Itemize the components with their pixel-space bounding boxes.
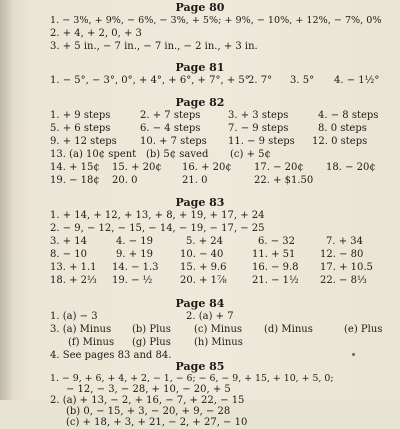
page-82-cell: 1. + 9 steps xyxy=(50,110,111,121)
page-83-cell: 7. + 34 xyxy=(326,236,364,247)
page-82-cell: 8. 0 steps xyxy=(318,123,367,134)
page-81-answer-2: 2. 7° xyxy=(248,75,273,86)
page-82-cell: 7. − 9 steps xyxy=(228,123,289,134)
page-82-cell: 20. 0 xyxy=(112,175,138,186)
page-82-cell: 10. + 7 steps xyxy=(140,136,207,147)
page-85-answer-1-cont: − 12, − 3, − 28, + 10, − 20, + 5 xyxy=(66,384,231,395)
page-84-heading: Page 84 xyxy=(175,297,225,310)
page-82-cell: 11. − 9 steps xyxy=(228,136,295,147)
page-82-cell: (c) + 5¢ xyxy=(230,149,271,160)
page-83-cell: 20. + 1⅞ xyxy=(180,275,227,286)
page-82-cell: 16. + 20¢ xyxy=(182,162,232,173)
page-82-cell: 22. + $1.50 xyxy=(254,175,314,186)
page-83-cell: 17. + 10.5 xyxy=(320,262,373,273)
page-83-cell: 18. + 2⅓ xyxy=(50,275,97,286)
page-83-cell: 19. − ½ xyxy=(112,275,153,286)
page-81-answer-1: 1. − 5°, − 3°, 0°, + 4°, + 6°, + 7°, + 5° xyxy=(50,75,250,86)
page-84-answer-1: 1. (a) − 3 xyxy=(50,311,98,322)
page-83-cell: 14. − 1.3 xyxy=(112,262,159,273)
page-83-cell: 22. − 8⅓ xyxy=(320,275,367,286)
page-80-answer-1: 1. − 3%, + 9%, − 6%, − 3%, + 5%; + 9%, − 10%, + 12%, − 7%, 0% xyxy=(50,15,382,26)
page-84-answer-3g: (g) Plus xyxy=(132,337,171,348)
page-80-answer-3: 3. + 5 in., − 7 in., − 7 in., − 2 in., + 3 in. xyxy=(50,41,258,52)
page-85-answer-2b: (b) 0, − 15, + 3, − 20, + 9, − 28 xyxy=(66,406,231,417)
page-84-answer-3e: (e) Plus xyxy=(344,324,383,335)
page-84-answer-3h: (h) Minus xyxy=(194,337,243,348)
page-84-answer-3a: 3. (a) Minus xyxy=(50,324,112,335)
page-83-cell: 15. + 9.6 xyxy=(180,262,227,273)
page-80-heading: Page 80 xyxy=(175,1,225,14)
page-83-cell: 9. + 19 xyxy=(116,249,154,260)
page-85-answer-1: 1. − 9, + 6, + 4, + 2, − 1, − 6; − 6, − 9, + 15, + 10, + 5, 0; xyxy=(50,373,334,384)
page-82-cell: 15. + 20¢ xyxy=(112,162,162,173)
page-82-cell: (b) 5¢ saved xyxy=(146,149,209,160)
page-83-cell: 6. − 32 xyxy=(258,236,296,247)
page-84-answer-2: 2. (a) + 7 xyxy=(186,311,234,322)
page-83-answer-1: 1. + 14, + 12, + 13, + 8, + 19, + 17, + 24 xyxy=(50,210,265,221)
page-83-cell: 11. + 51 xyxy=(252,249,296,260)
page-84-answer-4: 4. See pages 83 and 84. xyxy=(50,350,172,361)
page-83-cell: 13. + 1.1 xyxy=(50,262,97,273)
page-82-cell: 14. + 15¢ xyxy=(50,162,100,173)
page-82-cell: 4. − 8 steps xyxy=(318,110,379,121)
page-83-cell: 4. − 19 xyxy=(116,236,154,247)
page-82-cell: 19. − 18¢ xyxy=(50,175,100,186)
page-82-cell: 5. + 6 steps xyxy=(50,123,111,134)
page-84-answer-3d: (d) Minus xyxy=(264,324,313,335)
page-84-answer-3c: (c) Minus xyxy=(194,324,243,335)
page-83-cell: 12. − 80 xyxy=(320,249,364,260)
page-82-cell: 9. + 12 steps xyxy=(50,136,117,147)
page-82-cell: 2. + 7 steps xyxy=(140,110,201,121)
page-82-cell: 18. − 20¢ xyxy=(326,162,376,173)
page-81-answer-4: 4. − 1½° xyxy=(334,75,380,86)
paper-speck xyxy=(352,353,355,356)
page-82-cell: 3. + 3 steps xyxy=(228,110,289,121)
page-83-cell: 10. − 40 xyxy=(180,249,224,260)
page-82-cell: 12. 0 steps xyxy=(312,136,368,147)
page-83-cell: 21. − 1½ xyxy=(252,275,299,286)
page-81-answer-3: 3. 5° xyxy=(290,75,315,86)
page-85-heading: Page 85 xyxy=(175,360,225,373)
page-83-cell: 16. − 9.8 xyxy=(252,262,299,273)
page-85-answer-2c: (c) + 18, + 3, + 21, − 2, + 27, − 10 xyxy=(66,417,248,428)
page-83-cell: 5. + 24 xyxy=(186,236,224,247)
page-83-heading: Page 83 xyxy=(175,196,225,209)
page-82-cell: 13. (a) 10¢ spent xyxy=(50,149,137,160)
page-84-answer-3b: (b) Plus xyxy=(132,324,171,335)
page-83-cell: 8. − 10 xyxy=(50,249,88,260)
page-83-cell: 3. + 14 xyxy=(50,236,88,247)
page-80-answer-2: 2. + 4, + 2, 0, + 3 xyxy=(50,28,142,39)
page-85-answer-2a: 2. (a) + 13, − 2, + 16, − 7, + 22, − 15 xyxy=(50,395,245,406)
page-82-cell: 6. − 4 steps xyxy=(140,123,201,134)
page-82-heading: Page 82 xyxy=(175,96,225,109)
page-84-answer-3f: (f) Minus xyxy=(68,337,115,348)
page-83-answer-2: 2. − 9, − 12, − 15, − 14, − 19, − 17, − 25 xyxy=(50,223,265,234)
page-82-cell: 17. − 20¢ xyxy=(254,162,304,173)
page-81-heading: Page 81 xyxy=(175,61,225,74)
page-82-cell: 21. 0 xyxy=(182,175,208,186)
